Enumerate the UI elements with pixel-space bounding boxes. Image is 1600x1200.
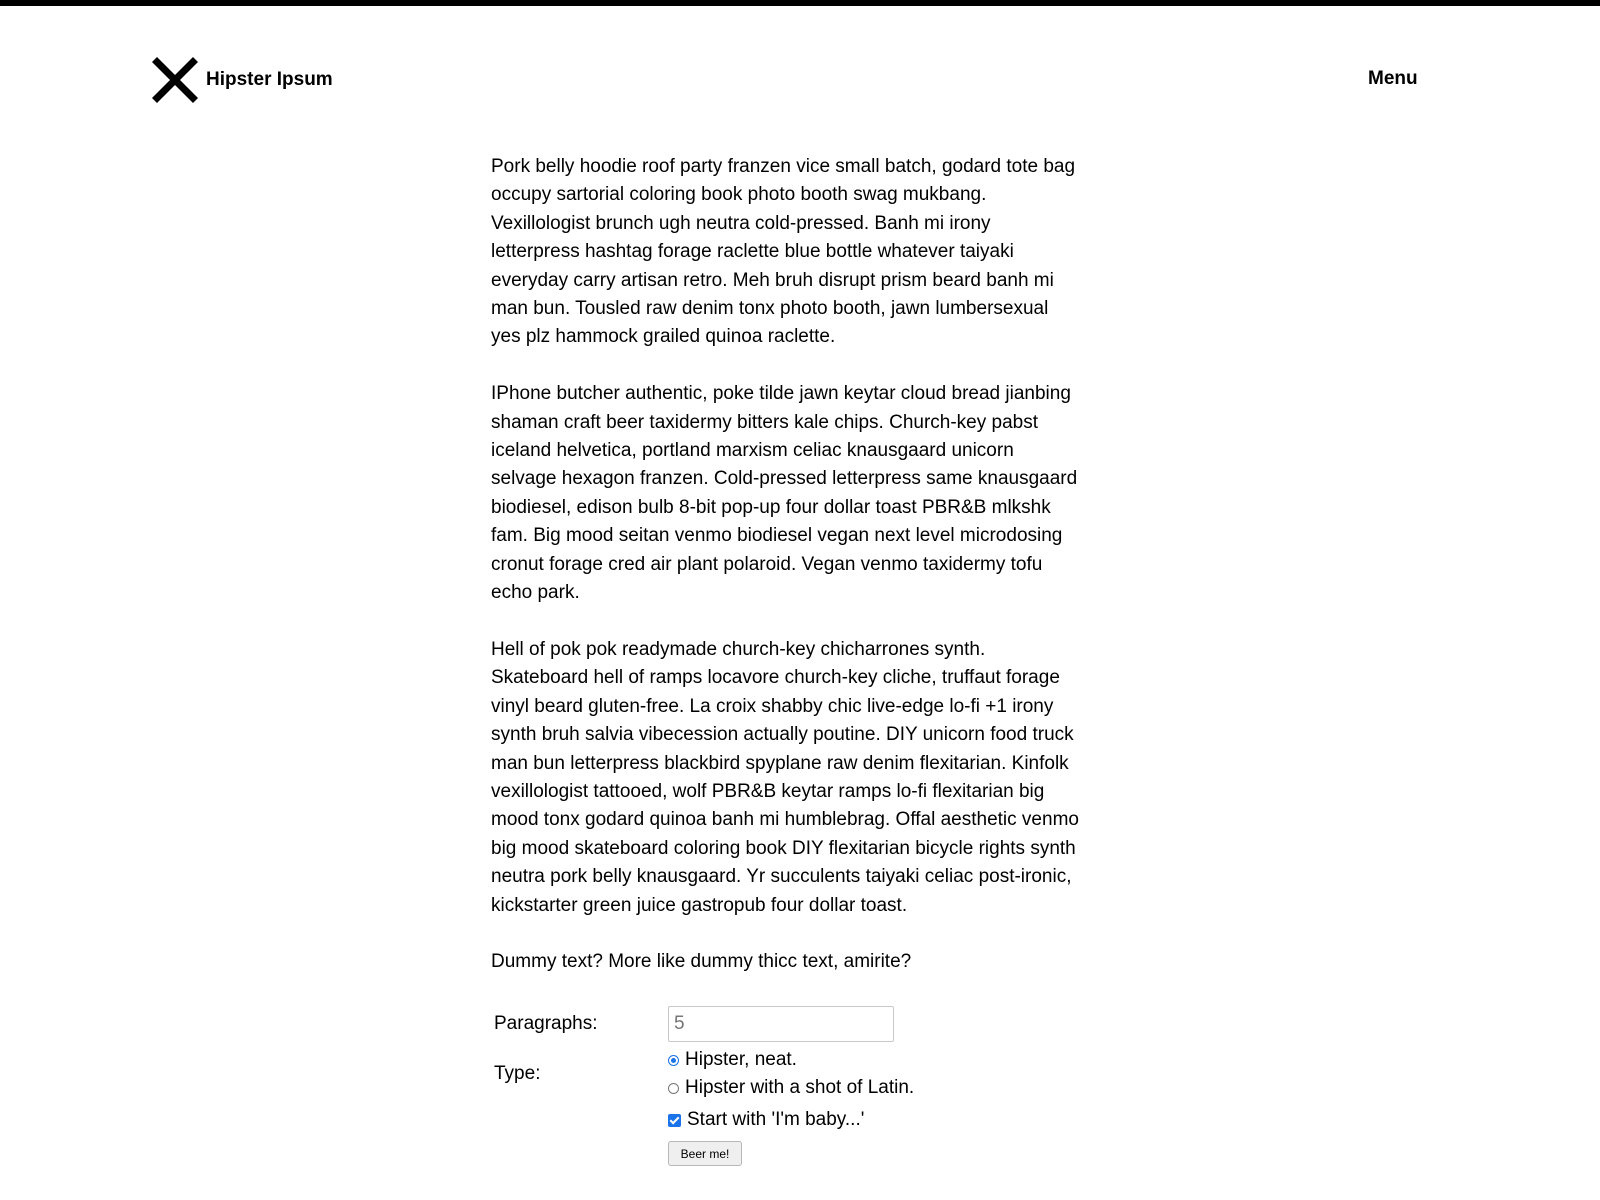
radio-hipster-latin[interactable] xyxy=(668,1083,679,1094)
ipsum-paragraph-3: Hell of pok pok readymade church-key chicharrones synth. Skateboard hell of ramps locavore church-key cliche, truffaut forage vinyl beard gluten-free. La croix shabby chic live-edge lo-fi +1 irony synth bruh salvia vibecession actually poutine. DIY unicorn food truck man bun letterpress blackbird spyplane raw denim flexitarian. Kinfolk vexillologist tattooed, wolf PBR&B keytar ramps lo-fi flexitarian big mood tonx godard quinoa banh mi humblebrag. Offal aesthetic venmo big mood skateboard coloring book DIY flexitarian bicycle rights synth neutra pork belly knausgaard. Yr succulents taiyaki celiac post-ironic, kickstarter green juice gastropub four dollar toast. xyxy=(491,638,1079,916)
type-label: Type: xyxy=(494,1063,541,1084)
paragraphs-label: Paragraphs: xyxy=(494,1013,598,1034)
paragraphs-row xyxy=(494,1006,1094,1042)
radio-hipster-neat[interactable] xyxy=(668,1055,679,1066)
type-option-hipster-neat[interactable] xyxy=(668,1048,797,1072)
paragraphs-input[interactable] xyxy=(668,1006,894,1042)
tagline: Dummy text? More like dummy thicc text, amirite? xyxy=(491,951,912,973)
beer-me-button[interactable]: Beer me! xyxy=(668,1141,742,1166)
main-content xyxy=(491,153,1081,1005)
type-option-label: Hipster, neat. xyxy=(685,1049,797,1070)
type-option-label: Hipster with a shot of Latin. xyxy=(685,1077,915,1098)
ipsum-paragraph-2: IPhone butcher authentic, poke tilde jawn keytar cloud bread jianbing shaman craft beer taxidermy bitters kale chips. Church-key pabst iceland helvetica, portland marxism celiac knausgaard unicorn selvage hexagon franzen. Cold-pressed letterpress same knausgaard biodiesel, edison bulb 8-bit pop-up four dollar toast PBR&B mlkshk fam. Big mood seitan venmo biodiesel vegan next level microdosing cronut forage cred air plant polaroid. Vegan venmo taxidermy tofu echo park. xyxy=(491,383,1078,604)
top-bar xyxy=(0,0,1600,6)
start-with-checkbox[interactable] xyxy=(668,1114,681,1127)
ipsum-paragraph-1: Pork belly hoodie roof party franzen vice small batch, godard tote bag occupy sartorial coloring book photo booth swag mukbang. Vexillologist brunch ugh neutra cold-pressed. Banh mi irony letterpress hashtag forage raclette blue bottle whatever taiyaki everyday carry artisan retro. Meh bruh disrupt prism beard banh mi man bun. Tousled raw denim tonx photo booth, jawn lumbersexual yes plz hammock grailed quinoa raclette. xyxy=(491,156,1076,348)
start-with-label: Start with 'I'm baby...' xyxy=(687,1109,865,1130)
start-with-option[interactable] xyxy=(668,1108,864,1132)
site-title[interactable]: Hipster Ipsum xyxy=(206,69,333,90)
x-cross-icon[interactable] xyxy=(152,57,198,103)
type-option-hipster-latin[interactable] xyxy=(668,1076,914,1100)
menu-button[interactable]: Menu xyxy=(1368,68,1418,89)
